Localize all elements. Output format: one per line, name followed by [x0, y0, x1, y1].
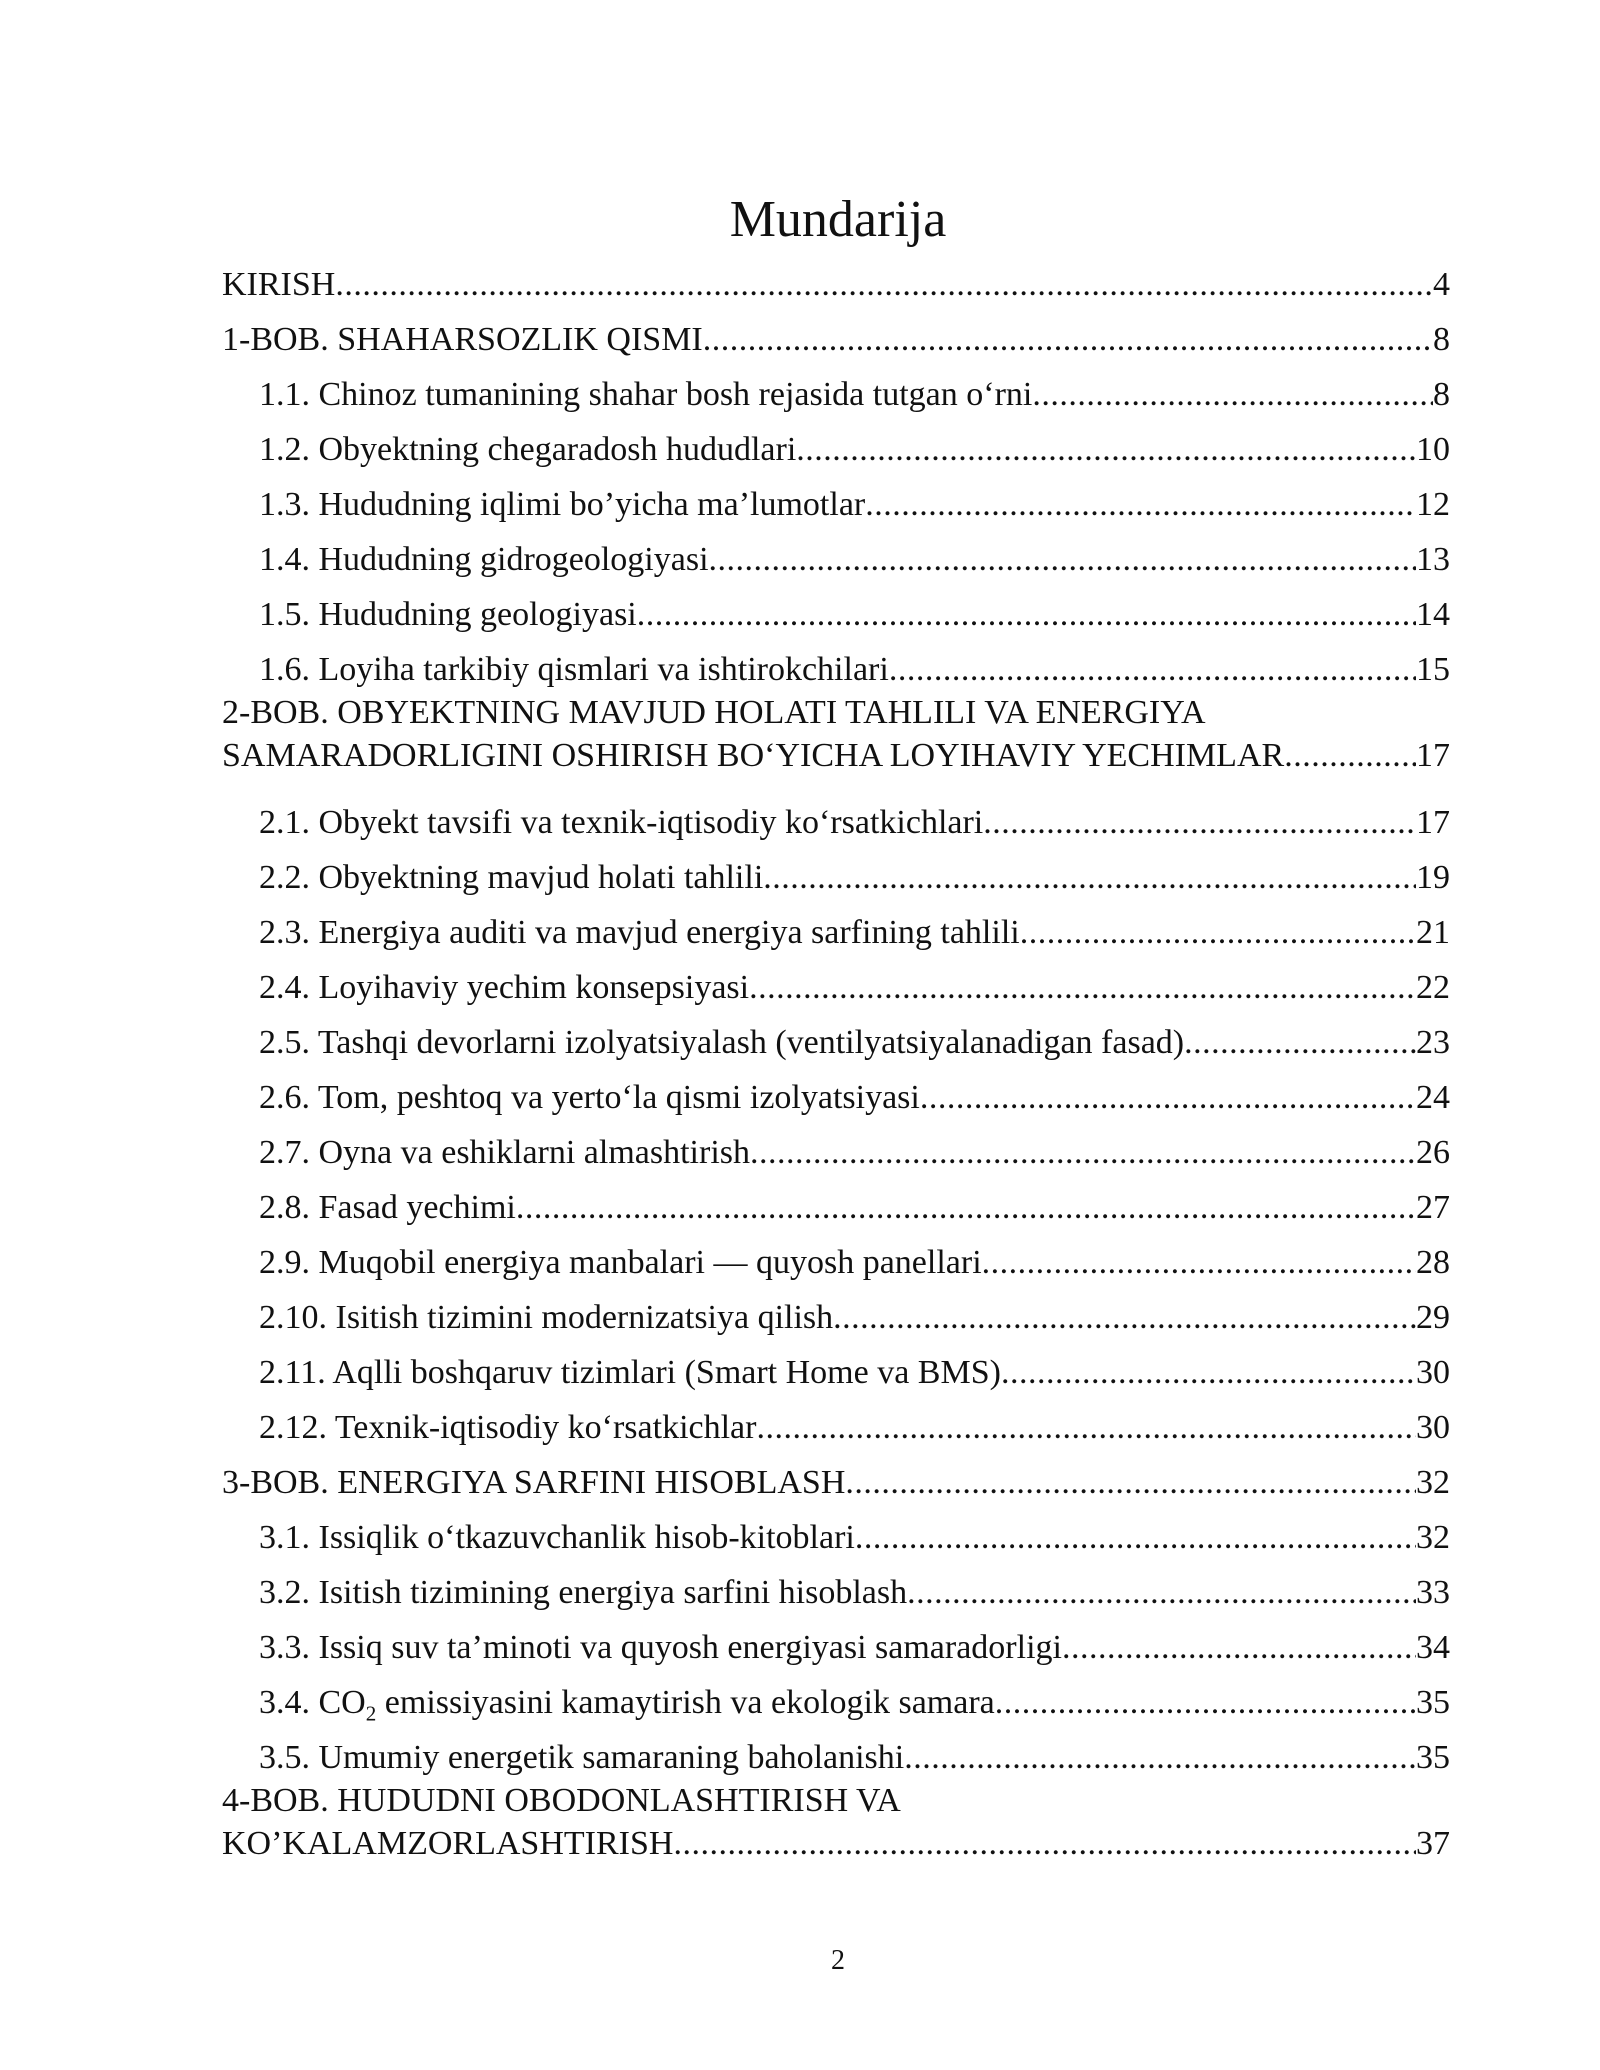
- dot-leader: [749, 968, 1416, 1008]
- dot-leader: [637, 595, 1416, 635]
- toc-entry-label: 2.3. Energiya auditi va mavjud energiya sarfining tahlili: [259, 914, 1020, 951]
- toc-entry-1-2[interactable]: [222, 415, 1450, 470]
- toc-entry-2-2[interactable]: [222, 843, 1450, 898]
- toc-entry-2-1[interactable]: [222, 788, 1450, 843]
- toc-entry-label: 1.6. Loyiha tarkibiy qismlari va ishtirokchilari: [259, 651, 889, 688]
- toc-entry-page: 8: [1433, 376, 1450, 413]
- toc-entry-1-6[interactable]: [222, 635, 1450, 690]
- toc-entry-page: 37: [1416, 1825, 1450, 1862]
- toc-entry-page: 35: [1416, 1684, 1450, 1721]
- table-of-contents: [222, 250, 1450, 1876]
- dot-leader: [920, 1078, 1416, 1118]
- dot-leader: [335, 265, 1433, 305]
- toc-entry-page: 33: [1416, 1574, 1450, 1611]
- toc-entry-3-1[interactable]: [222, 1503, 1450, 1558]
- toc-entry-page: 22: [1416, 969, 1450, 1006]
- toc-entry-label: [259, 1683, 995, 1723]
- toc-entry-1-4[interactable]: [222, 525, 1450, 580]
- toc-entry-3-4[interactable]: [222, 1668, 1450, 1723]
- toc-entry-page: 19: [1416, 859, 1450, 896]
- toc-entry-3-3[interactable]: [222, 1613, 1450, 1668]
- dot-leader: [855, 1518, 1416, 1558]
- toc-entry-label: 1.4. Hududning gidrogeologiyasi: [259, 541, 709, 578]
- toc-entry-label: 3.3. Issiq suv ta’minoti va quyosh energiyasi samaradorligi: [259, 1629, 1062, 1666]
- toc-entry-2-12[interactable]: [222, 1393, 1450, 1448]
- toc-entry-page: 30: [1416, 1409, 1450, 1446]
- dot-leader: [703, 320, 1433, 360]
- toc-entry-page: 21: [1416, 914, 1450, 951]
- toc-entry-2-7[interactable]: [222, 1118, 1450, 1173]
- page-title: Mundarija: [729, 191, 947, 248]
- dot-leader: [516, 1188, 1416, 1228]
- toc-entry-3-5[interactable]: [222, 1723, 1450, 1778]
- toc-entry-page: 17: [1416, 737, 1450, 774]
- toc-entry-label: 2.4. Loyihaviy yechim konsepsiyasi: [259, 969, 750, 1006]
- toc-entry-label: KIRISH: [222, 266, 336, 303]
- dot-leader: [889, 650, 1416, 690]
- toc-entry-label-line2: KO’KALAMZORLASHTIRISH: [222, 1825, 674, 1862]
- toc-entry-label: 1-BOB. SHAHARSOZLIK QISMI: [222, 321, 703, 358]
- toc-entry-label: 2.2. Obyektning mavjud holati tahlili: [259, 859, 764, 896]
- dot-leader: [709, 540, 1416, 580]
- dot-leader: [756, 1408, 1416, 1448]
- toc-entry-page: 29: [1416, 1299, 1450, 1336]
- toc-entry-page: 13: [1416, 541, 1450, 578]
- toc-entry-label: 3.1. Issiqlik o‘tkazuvchanlik hisob-kitoblari: [259, 1519, 855, 1556]
- toc-entry-label: 1.3. Hududning iqlimi bo’yicha ma’lumotlar: [259, 486, 866, 523]
- toc-entry-label: 3.5. Umumiy energetik samaraning baholanishi: [259, 1739, 905, 1776]
- toc-entry-label: 2.7. Oyna va eshiklarni almashtirish: [259, 1134, 751, 1171]
- toc-entry-page: 15: [1416, 651, 1450, 688]
- dot-leader: [1020, 913, 1416, 953]
- toc-entry-label: 2.8. Fasad yechimi: [259, 1189, 516, 1226]
- dot-leader: [1284, 736, 1416, 776]
- toc-entry-label: 2.9. Muqobil energiya manbalari — quyosh panellari: [259, 1244, 982, 1281]
- subscript-2: 2: [365, 1701, 377, 1723]
- toc-entry-label: 2.10. Isitish tizimini modernizatsiya qilish: [259, 1299, 834, 1336]
- toc-entry-page: 14: [1416, 596, 1450, 633]
- toc-entry-2-4[interactable]: [222, 953, 1450, 1008]
- toc-entry-3-2[interactable]: [222, 1558, 1450, 1613]
- dot-leader: [1001, 1353, 1416, 1393]
- dot-leader: [845, 1463, 1416, 1503]
- toc-entry-chapter-4[interactable]: [222, 1778, 1450, 1864]
- toc-entry-label: 3-BOB. ENERGIYA SARFINI HISOBLASH: [222, 1464, 846, 1501]
- toc-entry-page: 23: [1416, 1024, 1450, 1061]
- dot-leader: [982, 1243, 1416, 1283]
- dot-leader: [1184, 1023, 1416, 1063]
- toc-entry-chapter-3[interactable]: [222, 1448, 1450, 1503]
- toc-entry-page: 24: [1416, 1079, 1450, 1116]
- dot-leader: [763, 858, 1416, 898]
- toc-entry-label: 2.12. Texnik-iqtisodiy ko‘rsatkichlar: [259, 1409, 757, 1446]
- toc-entry-page: 12: [1416, 486, 1450, 523]
- toc-entry-1-5[interactable]: [222, 580, 1450, 635]
- toc-entry-label: 3.2. Isitish tizimining energiya sarfini hisoblash: [259, 1574, 908, 1611]
- toc-entry-label-line1: 2-BOB. OBYEKTNING MAVJUD HOLATI TAHLILI VA ENERGIYA: [222, 694, 1206, 731]
- toc-entry-2-11[interactable]: [222, 1338, 1450, 1393]
- toc-entry-page: 17: [1416, 804, 1450, 841]
- dot-leader: [1062, 1628, 1416, 1668]
- toc-entry-page: 8: [1433, 321, 1450, 358]
- dot-leader: [796, 430, 1416, 470]
- dot-leader: [907, 1573, 1416, 1613]
- toc-entry-label: 1.5. Hududning geologiyasi: [259, 596, 637, 633]
- dot-leader: [673, 1824, 1416, 1864]
- toc-entry-introduction[interactable]: [222, 250, 1450, 305]
- page-number: 2: [831, 1945, 845, 1976]
- toc-entry-label: 2.5. Tashqi devorlarni izolyatsiyalash (ventilyatsiyalanadigan fasad): [259, 1024, 1185, 1061]
- toc-entry-label: 1.2. Obyektning chegaradosh hududlari: [259, 431, 797, 468]
- dot-leader: [750, 1133, 1416, 1173]
- toc-entry-page: 28: [1416, 1244, 1450, 1281]
- toc-entry-label: 2.1. Obyekt tavsifi va texnik-iqtisodiy ko‘rsatkichlari: [259, 804, 984, 841]
- dot-leader: [904, 1738, 1416, 1778]
- toc-entry-label-pre: 3.4. CO: [259, 1684, 366, 1721]
- toc-entry-page: 35: [1416, 1739, 1450, 1776]
- toc-entry-2-6[interactable]: [222, 1063, 1450, 1118]
- toc-entry-page: 30: [1416, 1354, 1450, 1391]
- toc-entry-page: 32: [1416, 1519, 1450, 1556]
- toc-entry-2-3[interactable]: [222, 898, 1450, 953]
- toc-entry-page: 26: [1416, 1134, 1450, 1171]
- toc-entry-page: 10: [1416, 431, 1450, 468]
- toc-entry-label: 2.11. Aqlli boshqaruv tizimlari (Smart Home va BMS): [259, 1354, 1001, 1391]
- toc-entry-2-5[interactable]: [222, 1008, 1450, 1063]
- toc-entry-label: 1.1. Chinoz tumanining shahar bosh rejasida tutgan o‘rni: [259, 376, 1033, 413]
- toc-entry-chapter-2[interactable]: [222, 690, 1450, 776]
- dot-leader: [1032, 375, 1433, 415]
- toc-entry-chapter-1[interactable]: [222, 305, 1450, 360]
- toc-entry-2-8[interactable]: [222, 1173, 1450, 1228]
- dot-leader: [833, 1298, 1416, 1338]
- toc-entry-2-9[interactable]: [222, 1228, 1450, 1283]
- toc-entry-page: 32: [1416, 1464, 1450, 1501]
- toc-entry-page: 34: [1416, 1629, 1450, 1666]
- toc-entry-label: 2.6. Tom, peshtoq va yerto‘la qismi izolyatsiyasi: [259, 1079, 920, 1116]
- toc-entry-label-post: emissiyasini kamaytirish va ekologik samara: [376, 1684, 995, 1721]
- dot-leader: [983, 803, 1416, 843]
- dot-leader: [865, 485, 1416, 525]
- toc-entry-label-line2: SAMARADORLIGINI OSHIRISH BO‘YICHA LOYIHAVIY YECHIMLAR: [222, 737, 1285, 774]
- toc-entry-1-3[interactable]: [222, 470, 1450, 525]
- toc-entry-label-line1: 4-BOB. HUDUDNI OBODONLASHTIRISH VA: [222, 1782, 901, 1819]
- dot-leader: [995, 1683, 1416, 1723]
- toc-entry-page: 27: [1416, 1189, 1450, 1226]
- toc-entry-2-10[interactable]: [222, 1283, 1450, 1338]
- toc-entry-page: 4: [1433, 266, 1450, 303]
- toc-entry-1-1[interactable]: [222, 360, 1450, 415]
